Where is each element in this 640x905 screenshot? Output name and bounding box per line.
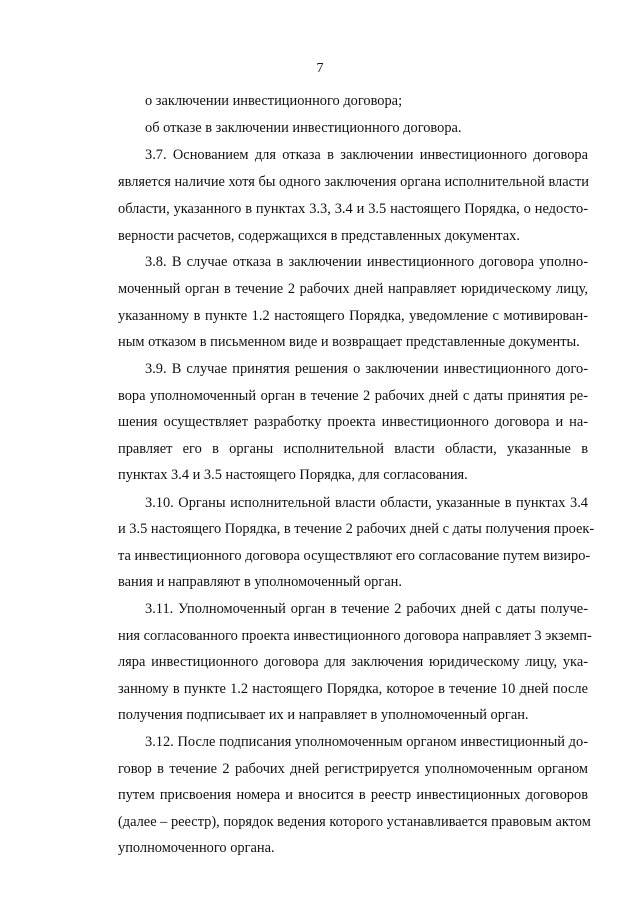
text-line: и 3.5 настоящего Порядка, в течение 2 рабочих дней с даты получения проек-: [118, 521, 595, 537]
text-line: вания и направляют в уполномоченный орган.: [118, 574, 402, 590]
text-line: пунктах 3.4 и 3.5 настоящего Порядка, для согласования.: [118, 467, 468, 483]
text-line: занному в пункте 1.2 настоящего Порядка, которое в течение 10 дней после: [118, 681, 588, 697]
paragraph-3-12-line: 3.12. После подписания уполномоченным органом инвестиционный до-: [145, 734, 588, 750]
paragraph-3-11-line: 3.11. Уполномоченный орган в течение 2 рабочих дней с даты получе-: [145, 601, 588, 617]
text-line: вора уполномоченный орган в течение 2 рабочих дней с даты принятия ре-: [118, 388, 588, 404]
text-line: получения подписывает их и направляет в уполномоченный орган.: [118, 707, 529, 723]
text-line: ляра инвестиционного договора для заключения юридическому лицу, ука-: [118, 654, 588, 670]
text-line: области, указанного в пунктах 3.3, 3.4 и 3.5 настоящего Порядка, о недосто-: [118, 201, 588, 217]
text-line: уполномоченного органа.: [118, 840, 275, 856]
text-line: правляет его в органы исполнительной власти области, указанные в: [118, 441, 588, 457]
paragraph-3-7-line: 3.7. Основанием для отказа в заключении инвестиционного договора: [145, 147, 588, 163]
text-line: шения осуществляет разработку проекта инвестиционного договора и на-: [118, 414, 588, 430]
page-number: 7: [316, 61, 324, 76]
text-line: (далее – реестр), порядок ведения которого устанавливается правовым актом: [118, 814, 591, 830]
paragraph-3-8-line: 3.8. В случае отказа в заключении инвестиционного договора уполно-: [145, 254, 588, 270]
paragraph-3-9-line: 3.9. В случае принятия решения о заключении инвестиционного дого-: [145, 361, 588, 377]
text-line: ния согласованного проекта инвестиционного договора направляет 3 экземп-: [118, 628, 592, 644]
text-line: о заключении инвестиционного договора;: [145, 93, 403, 109]
text-line: та инвестиционного договора осуществляют его согласование путем визиро-: [118, 548, 591, 564]
text-line: об отказе в заключении инвестиционного договора.: [145, 120, 462, 136]
text-line: говор в течение 2 рабочих дней регистрируется уполномоченным органом: [118, 761, 588, 777]
text-line: указанному в пункте 1.2 настоящего Порядка, уведомление с мотивирован-: [118, 308, 588, 324]
text-line: моченный орган в течение 2 рабочих дней направляет юридическому лицу,: [118, 281, 588, 297]
text-line: верности расчетов, содержащихся в представленных документах.: [118, 228, 520, 244]
paragraph-3-10-line: 3.10. Органы исполнительной власти области, указанные в пунктах 3.4: [145, 495, 588, 511]
text-line: является наличие хотя бы одного заключения органа исполнительной власти: [118, 174, 589, 190]
text-line: ным отказом в письменном виде и возвращает представленные документы.: [118, 334, 580, 350]
text-line: путем присвоения номера и вносится в реестр инвестиционных договоров: [118, 787, 588, 803]
